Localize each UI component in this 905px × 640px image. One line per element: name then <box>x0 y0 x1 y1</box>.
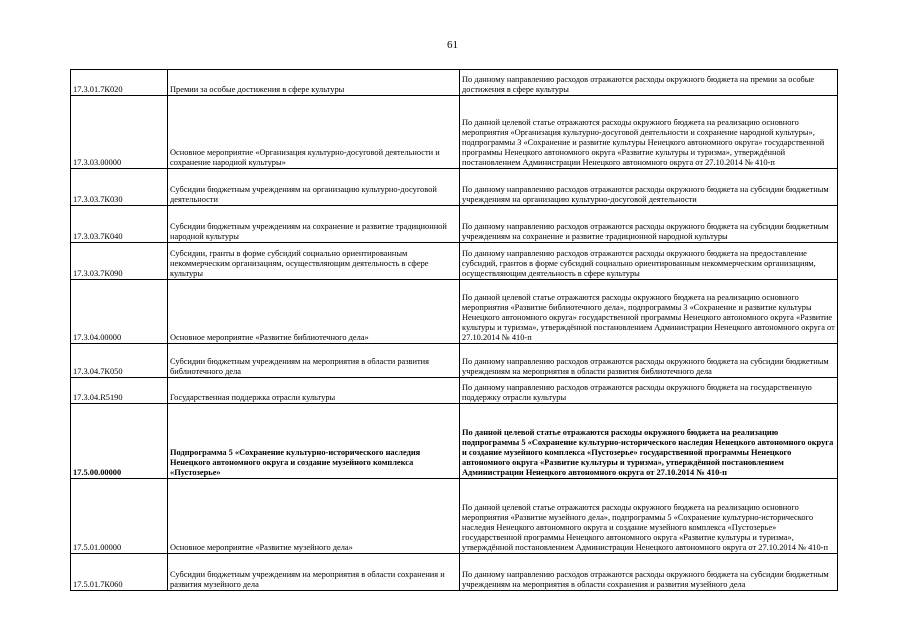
code-cell: 17.3.03.7К030 <box>71 169 168 206</box>
name-cell: Подпрограмма 5 «Сохранение культурно-исторического наследия Ненецкого автономного округа и создание музейного комплекса «Пустозерье» <box>168 404 460 479</box>
description-cell: По данному направлению расходов отражаются расходы окружного бюджета на предоставление субсидий, грантов в форме субсидий социально ориентированным некоммерческим организациям, осуществляющим деятельность в сфере культуры <box>460 243 838 280</box>
description-cell: По данному направлению расходов отражаются расходы окружного бюджета на субсидии бюджетным учреждениям на организацию культурно-досуговой деятельности <box>460 169 838 206</box>
table-row <box>71 96 838 169</box>
code-cell: 17.3.03.7К040 <box>71 206 168 243</box>
code-cell: 17.3.03.00000 <box>71 96 168 169</box>
name-cell: Основное мероприятие «Развитие музейного дела» <box>168 479 460 554</box>
name-cell: Субсидии бюджетным учреждениям на сохранение и развитие традиционной народной культуры <box>168 206 460 243</box>
name-cell: Субсидии бюджетным учреждениям на мероприятия в области развития библиотечного дела <box>168 344 460 378</box>
page-number: 61 <box>447 39 458 51</box>
description-cell: По данной целевой статье отражаются расходы окружного бюджета на реализацию основного мероприятия «Развитие музейного дела», подпрограммы 5 «Сохранение культурно-исторического наследия Ненецкого автономного округа и создание музейного комплекса «Пустозерье» государственной программы Ненецкого автономного округа «Развитие культуры и туризма», утверждённой постановлением Администрации Ненецкого автономного округа от 27.10.2014 № 410-п <box>460 479 838 554</box>
code-cell: 17.3.03.7К090 <box>71 243 168 280</box>
name-cell: Основное мероприятие «Развитие библиотечного дела» <box>168 280 460 344</box>
description-cell: По данному направлению расходов отражаются расходы окружного бюджета на субсидии бюджетным учреждениям на мероприятия в области развития библиотечного дела <box>460 344 838 378</box>
description-cell: По данной целевой статье отражаются расходы окружного бюджета на реализацию подпрограммы 5 «Сохранение культурно-исторического наследия Ненецкого автономного округа и создание музейного комплекса «Пустозерье» государственной программы Ненецкого автономного округа «Развитие культуры и туризма», утверждённой постановлением Администрации Ненецкого автономного округа от 27.10.2014 № 410-п <box>460 404 838 479</box>
code-cell: 17.5.00.00000 <box>71 404 168 479</box>
description-cell: По данному направлению расходов отражаются расходы окружного бюджета на субсидии бюджетным учреждениям на мероприятия в области сохранения и развития музейного дела <box>460 554 838 591</box>
description-cell: По данной целевой статье отражаются расходы окружного бюджета на реализацию основного мероприятия «Развитие библиотечного дела», подпрограммы 3 «Сохранение и развитие культуры Ненецкого автономного округа» государственной программы Ненецкого автономного округа «Развитие культуры и туризма», утверждённой постановлением Администрации Ненецкого автономного округа от 27.10.2014 № 410-п <box>460 280 838 344</box>
table-row <box>71 479 838 554</box>
table-row <box>71 206 838 243</box>
table-row <box>71 243 838 280</box>
name-cell: Субсидии бюджетным учреждениям на мероприятия в области сохранения и развития музейного дела <box>168 554 460 591</box>
code-cell: 17.3.04.R5190 <box>71 378 168 404</box>
code-cell: 17.5.01.00000 <box>71 479 168 554</box>
table-row <box>71 344 838 378</box>
description-cell: По данному направлению расходов отражаются расходы окружного бюджета на премии за особые достижения в сфере культуры <box>460 70 838 96</box>
name-cell: Субсидии, гранты в форме субсидий социально ориентированным некоммерческим организациям, осуществляющим деятельность в сфере культуры <box>168 243 460 280</box>
name-cell: Государственная поддержка отрасли культуры <box>168 378 460 404</box>
name-cell: Премии за особые достижения в сфере культуры <box>168 70 460 96</box>
table-row <box>71 554 838 591</box>
table-row <box>71 280 838 344</box>
code-cell: 17.3.04.7К050 <box>71 344 168 378</box>
table-row <box>71 404 838 479</box>
description-cell: По данному направлению расходов отражаются расходы окружного бюджета на государственную поддержку отрасли культуры <box>460 378 838 404</box>
table-row <box>71 70 838 96</box>
budget-classification-table <box>70 69 838 591</box>
code-cell: 17.5.01.7К060 <box>71 554 168 591</box>
description-cell: По данной целевой статье отражаются расходы окружного бюджета на реализацию основного мероприятия «Организация культурно-досуговой деятельности и сохранение народной культуры», подпрограммы 3 «Сохранение и развитие культуры Ненецкого автономного округа» государственной программы Ненецкого автономного округа «Развитие культуры и туризма», утверждённой постановлением Администрации Ненецкого автономного округа от 27.10.2014 № 410-п <box>460 96 838 169</box>
code-cell: 17.3.01.7К020 <box>71 70 168 96</box>
code-cell: 17.3.04.00000 <box>71 280 168 344</box>
table-row <box>71 378 838 404</box>
table-row <box>71 169 838 206</box>
name-cell: Основное мероприятие «Организация культурно-досуговой деятельности и сохранение народной культуры» <box>168 96 460 169</box>
name-cell: Субсидии бюджетным учреждениям на организацию культурно-досуговой деятельности <box>168 169 460 206</box>
description-cell: По данному направлению расходов отражаются расходы окружного бюджета на субсидии бюджетным учреждениям на сохранение и развитие традиционной народной культуры <box>460 206 838 243</box>
